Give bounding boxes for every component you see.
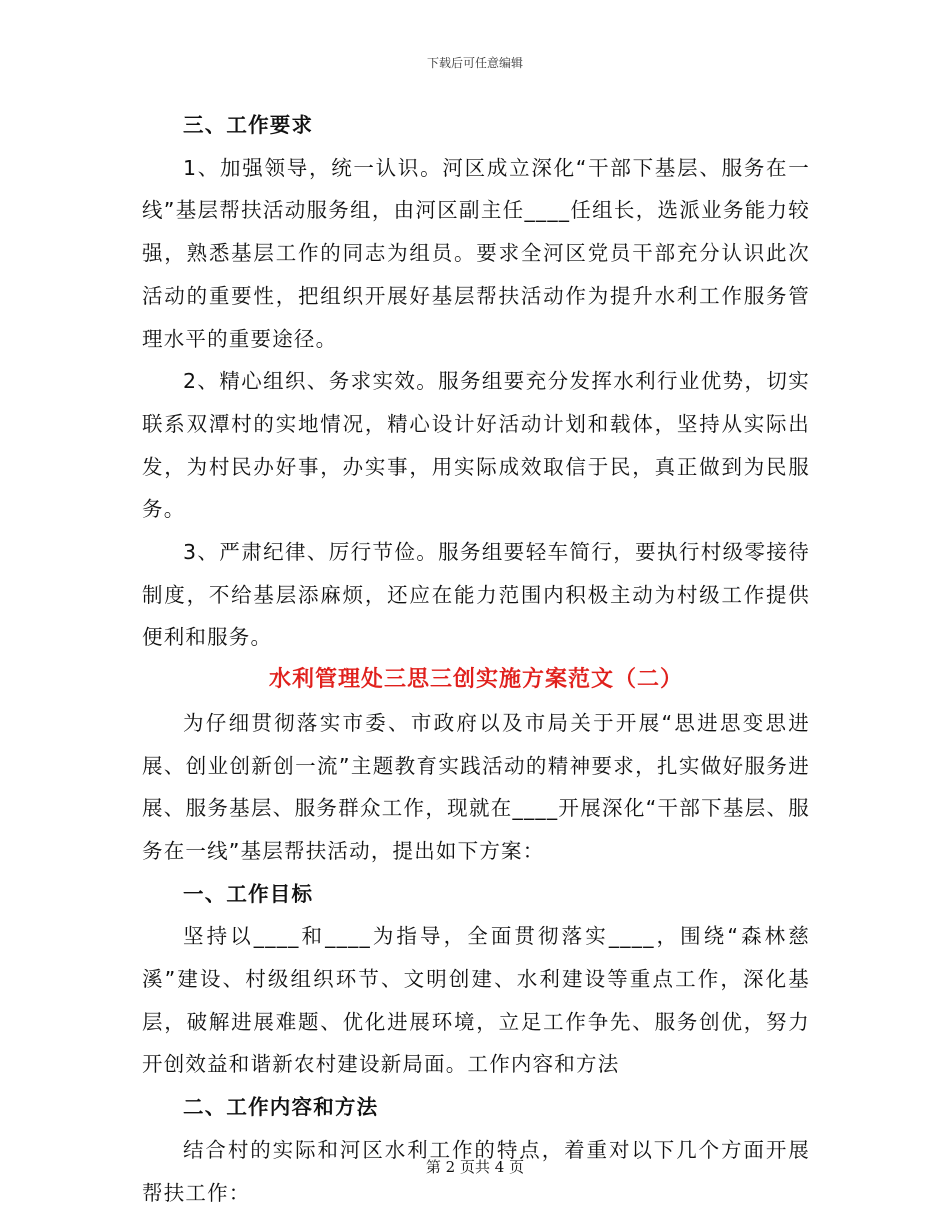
section-3-item-3: 3、严肃纪律、厉行节俭。服务组要轻车简行，要执行村级零接待制度，不给基层添麻烦，还应在能力范围内积极主动为村级工作提供便利和服务。 bbox=[142, 540, 810, 650]
section-1-heading: 一、工作目标 bbox=[183, 881, 314, 906]
section-2-paragraph: 结合村的实际和河区水利工作的特点，着重对以下几个方面开展帮扶工作： bbox=[142, 1137, 810, 1205]
section-1-paragraph: 坚持以____和____为指导，全面贯彻落实____，围绕“森林慈溪”建设、村级组织环节、文明创建、水利建设等重点工作，深化基层，破解进展难题、优化进展环境，立足工作争先、服务创优，努力开创效益和谐新农村建设新局面。工作内容和方法 bbox=[142, 924, 810, 1077]
section-2-heading: 二、工作内容和方法 bbox=[183, 1095, 379, 1120]
document-title-2: 水利管理处三思三创实施方案范文（二） bbox=[268, 667, 683, 693]
section-3-item-2: 2、精心组织、务求实效。服务组要充分发挥水利行业优势，切实联系双潭村的实地情况，精心设计好活动计划和载体，坚持从实际出发，为村民办好事，办实事，用实际成效取信于民，真正做到为民服务。 bbox=[142, 369, 810, 522]
document-body bbox=[142, 104, 810, 1214]
section-3-heading: 三、工作要求 bbox=[183, 113, 314, 137]
intro-paragraph: 为仔细贯彻落实市委、市政府以及市局关于开展“思进思变思进展、创业创新创一流”主题教育实践活动的精神要求，扎实做好服务进展、服务基层、服务群众工作，现就在____开展深化“干部下基层、服务在一线”基层帮扶活动，提出如下方案： bbox=[142, 710, 810, 863]
page-number-footer: 第 2 页共 4 页 bbox=[425, 1158, 525, 1176]
section-3-item-1: 1、加强领导，统一认识。河区成立深化“干部下基层、服务在一线”基层帮扶活动服务组，由河区副主任____任组长，选派业务能力较强，熟悉基层工作的同志为组员。要求全河区党员干部充分认识此次活动的重要性，把组织开展好基层帮扶活动作为提升水利工作服务管理水平的重要途径。 bbox=[142, 155, 810, 351]
page-header-note: 下载后可任意编辑 bbox=[426, 56, 523, 70]
